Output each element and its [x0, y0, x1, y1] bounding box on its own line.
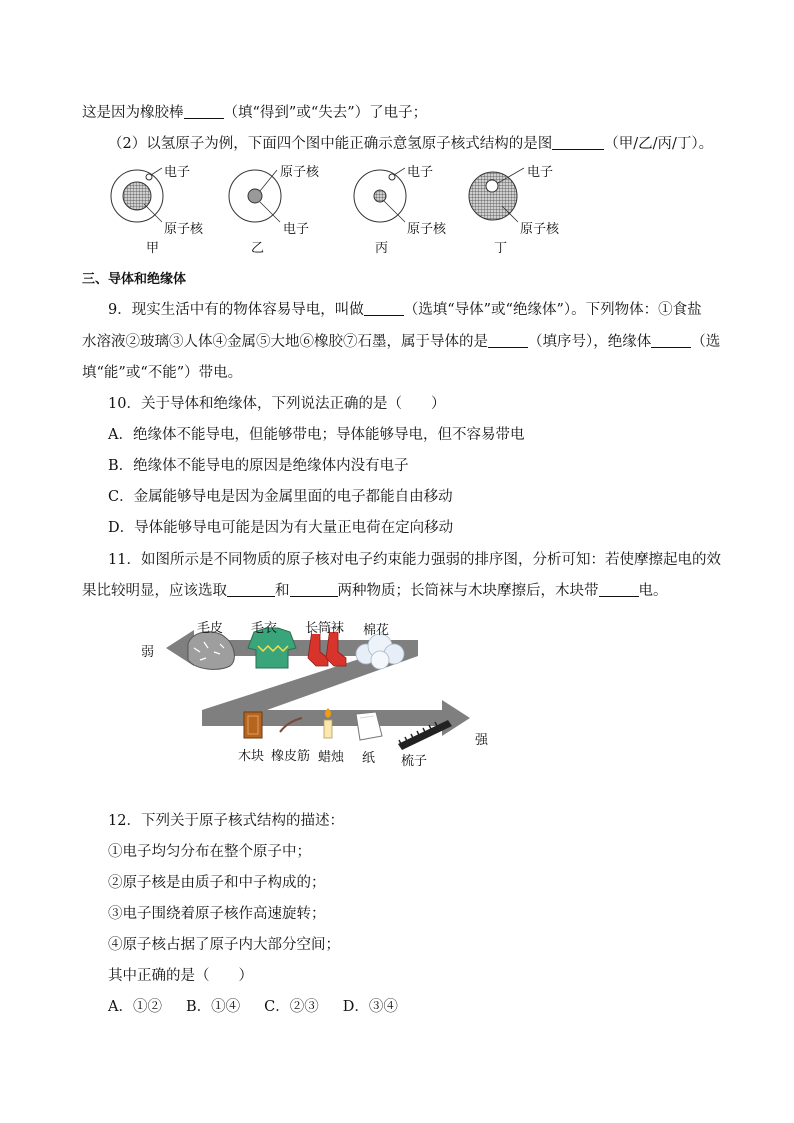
electron-dot: [486, 180, 498, 192]
atom-ding: [469, 168, 524, 222]
q9-line-2: 水溶液②玻璃③人体④金属⑤大地⑥橡胶⑦石墨，属于导体的是 （填序号），绝缘体 （选: [82, 334, 721, 350]
candle-icon: [324, 708, 332, 738]
fur-icon: [188, 632, 234, 670]
atom-jia: [111, 168, 163, 222]
answer-blank[interactable]: [184, 104, 224, 119]
item-label-socks: 长筒袜: [305, 621, 345, 636]
q12-item-2: ②原子核是由质子和中子构成的；: [108, 875, 326, 891]
q12-options: [108, 997, 398, 1017]
atom-bing-bottom-label: 原子核: [407, 222, 447, 237]
q12-item-4: ④原子核占据了原子内大部分空间；: [108, 937, 340, 953]
answer-blank[interactable]: [364, 301, 404, 316]
q12-option-d[interactable]: D．③④: [342, 999, 398, 1015]
q12-item-1: ①电子均匀分布在整个原子中；: [108, 844, 311, 860]
q12-option-a[interactable]: A．①②: [108, 999, 162, 1015]
item-label-rubber-band: 橡皮筋: [271, 749, 311, 764]
q11-line-2: 果比较明显，应该选取 和 两种物质；长筒袜与木块摩擦后，木块带 电。: [82, 583, 668, 599]
item-label-paper: 纸: [362, 751, 376, 766]
q12-option-c[interactable]: C．②③: [264, 999, 319, 1015]
q8-line-2: （2）以氢原子为例，下面四个图中能正确示意氢原子核式结构的是图 （甲/乙/丙/丁）。: [108, 136, 714, 152]
q10-option-a[interactable]: A．绝缘体不能导电，但能够带电；导体能够导电，但不容易带电: [108, 427, 525, 443]
item-label-wood: 木块: [238, 749, 265, 764]
item-label-candle: 蜡烛: [318, 750, 345, 765]
atom-ding-name: 丁: [494, 241, 508, 256]
answer-blank[interactable]: [552, 135, 604, 150]
answer-blank[interactable]: [651, 333, 691, 348]
answer-blank[interactable]: [599, 582, 639, 597]
atom-jia-top-label: 电子: [164, 165, 191, 180]
atom-ding-bottom-label: 原子核: [520, 222, 560, 237]
atom-yi: [229, 170, 281, 222]
q8-line-1: 这是因为橡胶棒 （填“得到”或“失去”）了电子；: [82, 105, 428, 121]
atom-ding-top-label: 电子: [527, 165, 554, 180]
q12-ask: 其中正确的是（ ）: [108, 968, 253, 984]
q12-stem: 12．下列关于原子核式结构的描述：: [108, 813, 344, 829]
weak-label: 弱: [141, 645, 155, 660]
item-label-cotton: 棉花: [363, 623, 390, 638]
atom-bing: [354, 168, 406, 222]
atom-bing-name: 丙: [375, 241, 389, 256]
q11-line-1: 11．如图所示是不同物质的原子核对电子约束能力强弱的排序图，分析可知：若使摩擦起电的效: [108, 552, 721, 568]
item-label-fur: 毛皮: [197, 621, 224, 636]
q9-line-1: 9．现实生活中有的物体容易导电，叫做 （选填“导体”或“绝缘体”）。下列物体：①食盐: [108, 302, 702, 318]
q10-option-b[interactable]: B．绝缘体不能导电的原因是绝缘体内没有电子: [108, 458, 409, 474]
strong-label: 强: [475, 733, 489, 748]
q10-option-d[interactable]: D．导体能够导电可能是因为有大量正电荷在定向移动: [108, 520, 454, 536]
q12-option-b[interactable]: B．①④: [185, 999, 241, 1015]
item-label-comb: 梳子: [401, 754, 428, 769]
wood-block-icon: [244, 712, 262, 738]
item-label-sweater: 毛衣: [251, 621, 278, 636]
atom-jia-bottom-label: 原子核: [164, 222, 204, 237]
atom-yi-top-label: 原子核: [280, 165, 320, 180]
q10-option-c[interactable]: C．金属能够导电是因为金属里面的电子都能自由移动: [108, 489, 453, 505]
q9-line-3: 填“能”或“不能”）带电。: [82, 365, 243, 381]
answer-blank[interactable]: [290, 582, 338, 597]
q12-item-3: ③电子围绕着原子核作高速旋转；: [108, 906, 326, 922]
section-title: 三、导体和绝缘体: [82, 272, 187, 287]
answer-blank[interactable]: [227, 582, 275, 597]
atom-yi-bottom-label: 电子: [283, 222, 310, 237]
atom-jia-name: 甲: [146, 241, 160, 256]
q10-stem: 10．关于导体和绝缘体，下列说法正确的是（ ）: [108, 396, 446, 412]
atom-bing-top-label: 电子: [407, 165, 434, 180]
atom-yi-name: 乙: [251, 241, 265, 256]
answer-blank[interactable]: [488, 333, 528, 348]
cotton-icon: [356, 634, 404, 669]
